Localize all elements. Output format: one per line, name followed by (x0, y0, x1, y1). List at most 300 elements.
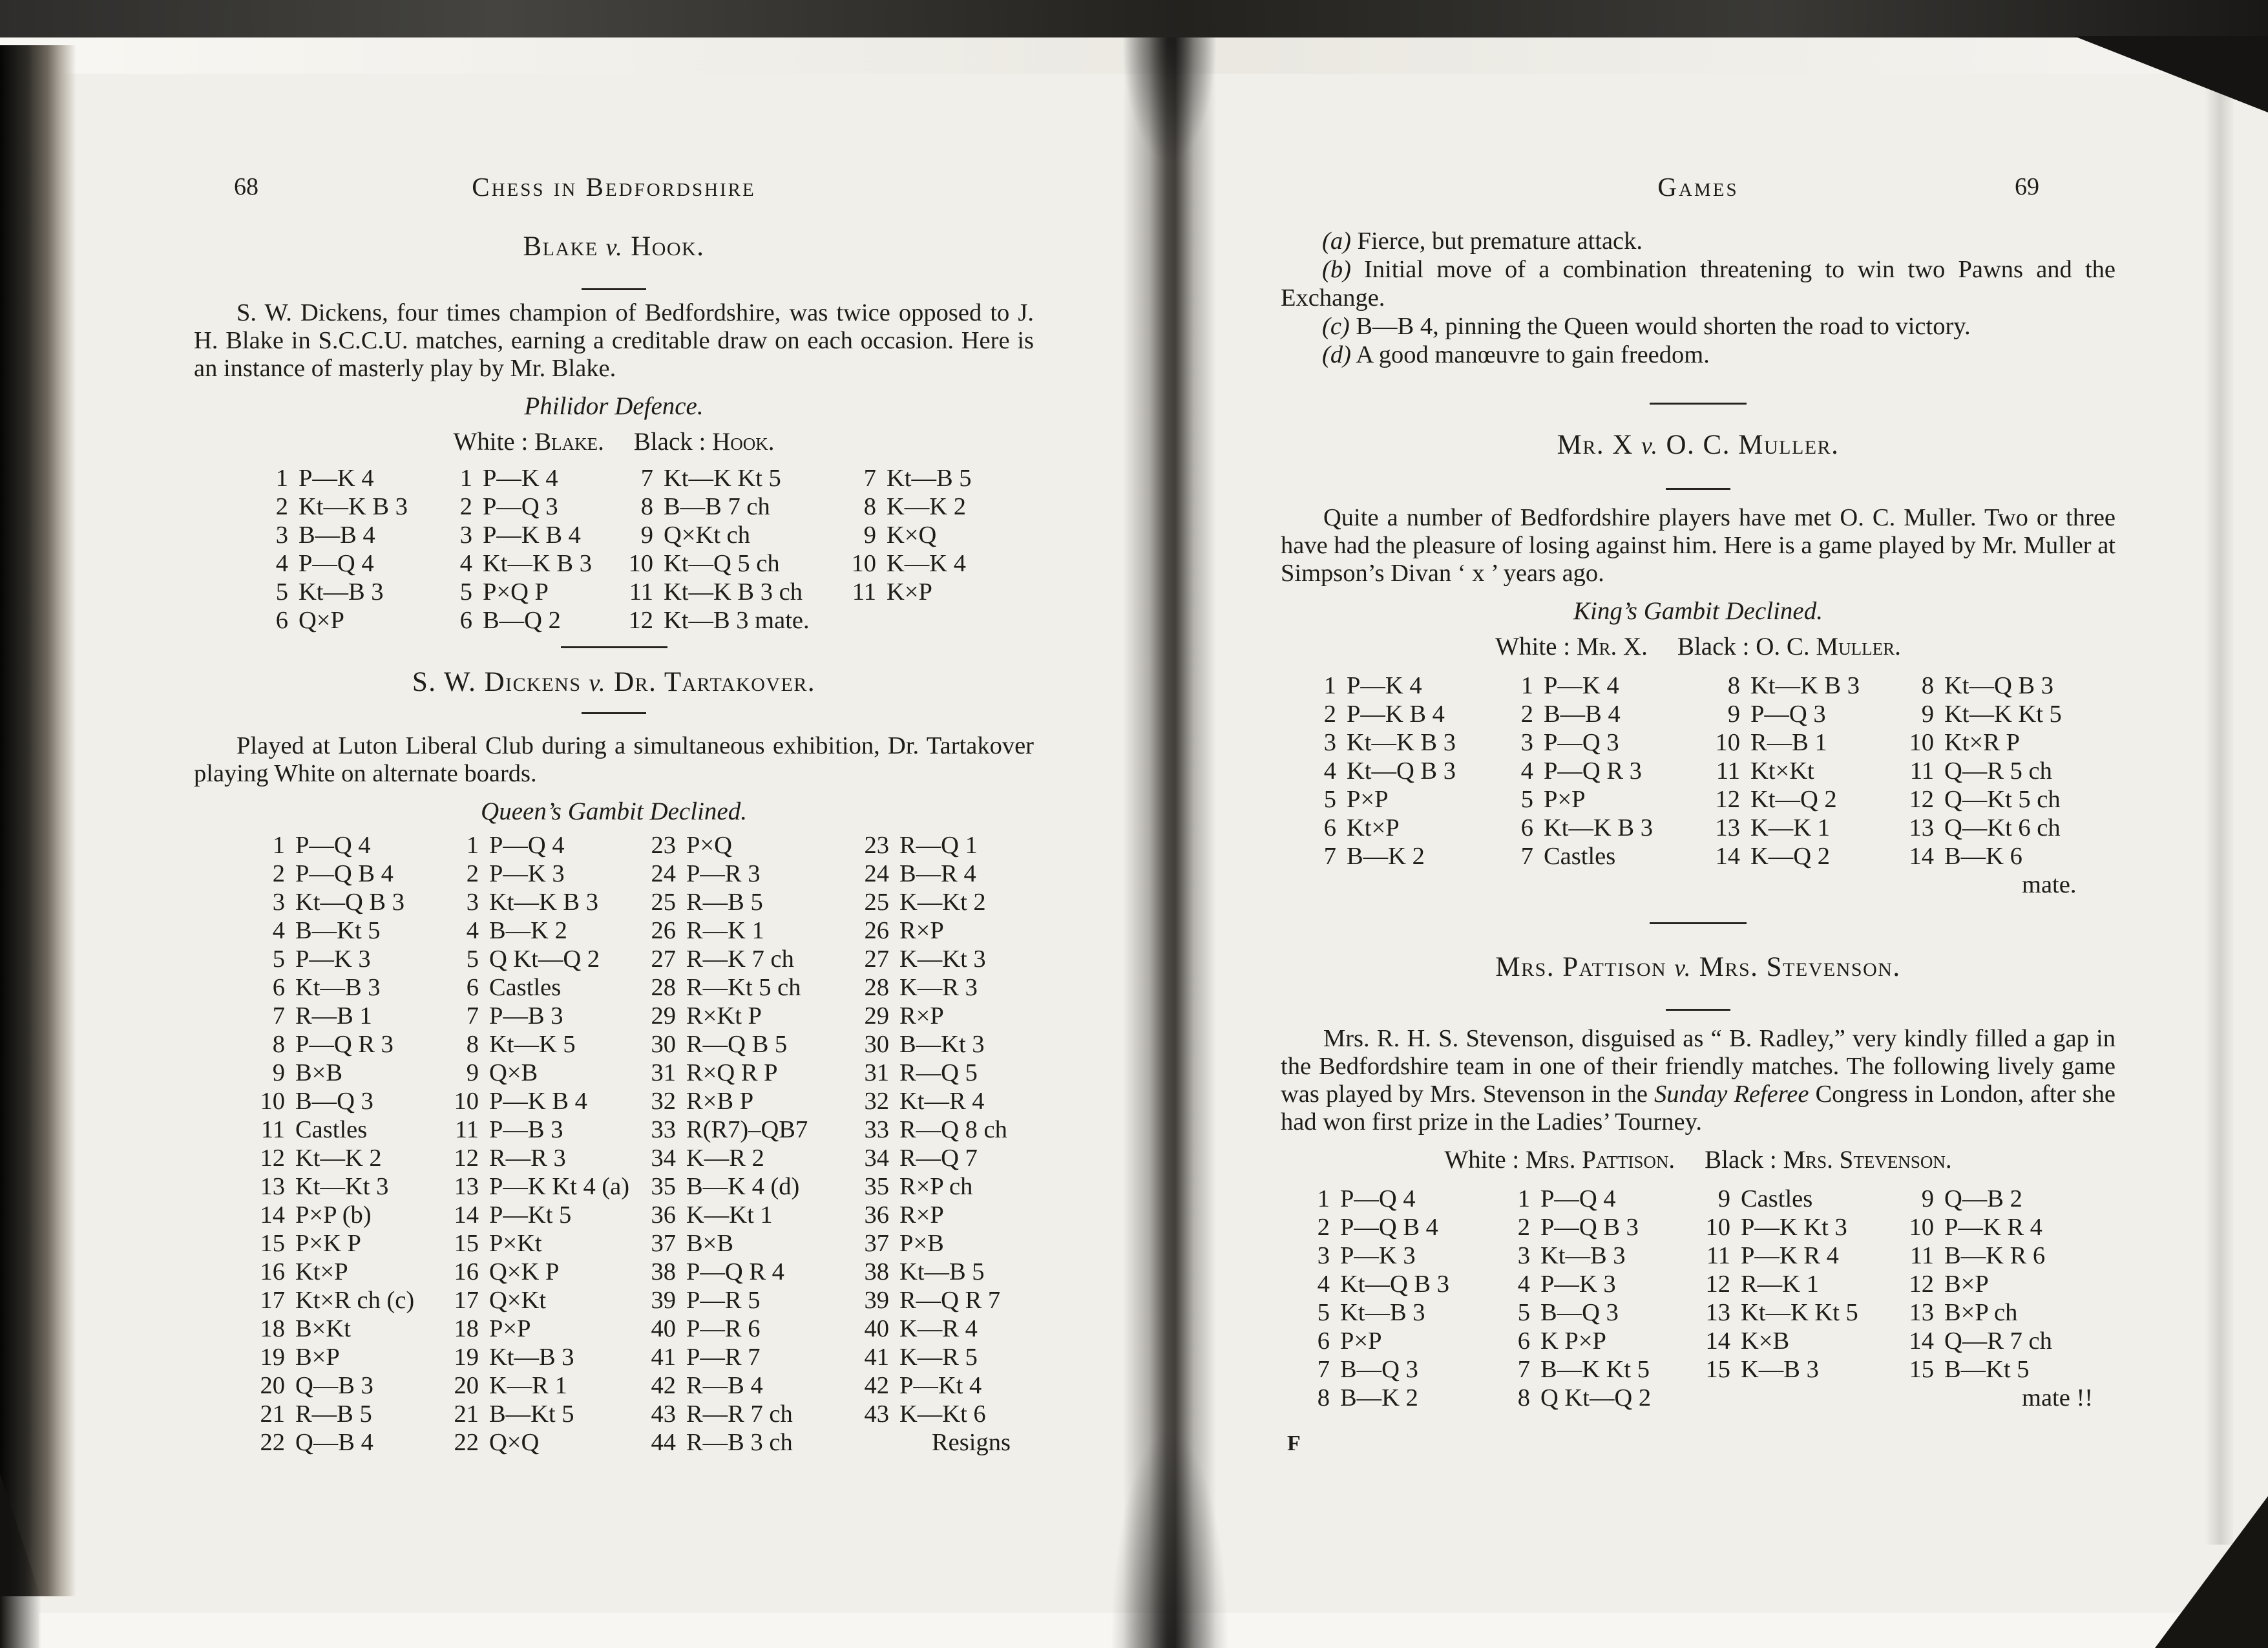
move-entry (1898, 1384, 2111, 1412)
move-text: P×P (1544, 786, 1586, 813)
move-entry (640, 831, 853, 860)
move-entry (617, 464, 840, 492)
left-page-number: 68 (234, 173, 258, 200)
move-entry (252, 578, 436, 606)
move-text: B×B (295, 1059, 343, 1086)
move-text: B×Kt (295, 1315, 351, 1342)
move-entry (1694, 1241, 1898, 1270)
move-entry (249, 1286, 443, 1315)
move-entry (443, 1286, 640, 1315)
note (1281, 341, 2116, 369)
moves-column (640, 831, 853, 1457)
move-text: P—Q R 3 (295, 1031, 394, 1058)
move-number: 5 (1520, 786, 1533, 813)
move-number: 5 (1323, 786, 1336, 813)
move-text: P—Q 3 (483, 493, 558, 520)
move-number: 23 (651, 832, 676, 859)
move-number: 9 (863, 522, 876, 549)
move-entry (443, 1343, 640, 1371)
move-number: 12 (1909, 786, 1934, 813)
move-number: 10 (454, 1088, 479, 1115)
intro-segment: Congress in London, after she had won first prize in the Ladies’ Tourney. (1281, 1081, 2116, 1136)
move-text: Q—B 3 (295, 1372, 373, 1399)
move-text: Kt—K B 3 (1750, 672, 1860, 699)
move-number: 26 (651, 917, 676, 944)
move-entry (443, 1002, 640, 1030)
move-number: 31 (864, 1059, 889, 1086)
move-text: Kt—K B 3 ch (664, 578, 803, 606)
move-entry (1494, 1270, 1694, 1298)
moves-column (1294, 1185, 1494, 1412)
move-entry (640, 945, 853, 973)
move-entry (252, 492, 436, 521)
move-entry (640, 1258, 853, 1286)
move-entry (840, 549, 1027, 578)
move-number: 16 (260, 1258, 285, 1285)
moves-column (436, 464, 617, 635)
move-entry (1497, 785, 1704, 814)
move-number: 12 (454, 1145, 479, 1172)
move-number: 8 (272, 1031, 285, 1058)
move-text: B—Kt 5 (295, 917, 381, 944)
move-entry (443, 888, 640, 916)
move-text: K—R 2 (686, 1145, 764, 1172)
game-blake-v-hook (194, 231, 1034, 635)
move-entry (853, 1002, 1047, 1030)
opening-name: Queen’s Gambit Declined. (481, 798, 747, 825)
move-text: B—B 7 ch (664, 493, 770, 520)
move-entry (249, 1371, 443, 1400)
scan-corner-top-right (2074, 36, 2268, 112)
move-entry (252, 549, 436, 578)
move-number: 3 (275, 522, 288, 549)
move-number: 11 (1706, 1242, 1730, 1269)
scan-top-dark-band (0, 0, 2268, 37)
move-text: Kt—K B 3 (1347, 729, 1456, 756)
move-text: B—R 4 (899, 860, 976, 887)
move-number: 10 (1909, 729, 1934, 756)
move-entry (1497, 757, 1704, 785)
move-number: 18 (454, 1315, 479, 1342)
move-entry (1704, 700, 1898, 728)
move-number: 14 (1909, 843, 1934, 870)
move-entry (853, 1229, 1047, 1258)
move-text: Q×P (299, 607, 344, 634)
move-entry (640, 1400, 853, 1428)
move-entry (1704, 757, 1898, 785)
white-label: White : (1444, 1146, 1520, 1174)
move-entry (1898, 814, 2111, 842)
players-line (194, 427, 1034, 456)
move-number: 24 (651, 860, 676, 887)
move-number: 2 (1323, 701, 1336, 728)
move-text: P—R 5 (686, 1287, 761, 1314)
move-entry (1294, 1355, 1494, 1384)
move-text: Q Kt—Q 2 (489, 945, 600, 973)
game-title (194, 666, 1034, 698)
note-text: A good manœuvre to gain freedom. (1356, 341, 1710, 368)
move-text: P—K 3 (489, 860, 565, 887)
move-entry (1898, 1355, 2111, 1384)
move-entry (640, 1371, 853, 1400)
move-entry (1898, 1241, 2111, 1270)
move-text: P×P (489, 1315, 531, 1342)
move-entry (640, 1286, 853, 1315)
black-player-name: O. C. Muller. (1666, 430, 1840, 460)
move-number: 7 (466, 1002, 479, 1030)
versus-label: v. (605, 234, 624, 261)
move-number: 30 (864, 1031, 889, 1058)
move-text: Kt—B 5 (887, 465, 972, 492)
black-label: Black : (1705, 1146, 1777, 1174)
move-number: 5 (272, 945, 285, 973)
move-entry (443, 860, 640, 888)
move-entry (1704, 785, 1898, 814)
move-text: Q×K P (489, 1258, 560, 1285)
move-entry (443, 831, 640, 860)
move-number: 1 (1317, 1185, 1330, 1212)
move-entry (443, 1144, 640, 1172)
page-edge-right (2205, 84, 2233, 1545)
move-text: P—K 3 (295, 945, 371, 973)
move-text: P×K P (295, 1230, 361, 1257)
move-entry (853, 888, 1047, 916)
move-number: 23 (864, 832, 889, 859)
horizontal-rule (582, 712, 646, 714)
move-text: Castles (489, 974, 562, 1001)
move-text: R—R 3 (489, 1145, 566, 1172)
move-text: B—K 2 (1340, 1384, 1418, 1411)
move-text: Kt—Kt 3 (295, 1173, 389, 1200)
move-entry (640, 1030, 853, 1059)
move-entry (252, 521, 436, 549)
move-entry (853, 1258, 1047, 1286)
move-text: Kt—K 5 (489, 1031, 576, 1058)
move-number: 28 (864, 974, 889, 1001)
black-label: Black : (1677, 633, 1750, 660)
move-text: P—Q B 4 (1340, 1214, 1438, 1241)
move-number: 3 (459, 522, 472, 549)
move-number: 22 (260, 1429, 285, 1456)
move-number: 5 (459, 578, 472, 606)
move-text: Q×Kt (489, 1287, 547, 1314)
move-entry (840, 492, 1027, 521)
black-name: O. C. Muller. (1756, 633, 1901, 660)
move-entry (1300, 785, 1497, 814)
move-entry (249, 916, 443, 945)
move-entry (249, 1144, 443, 1172)
move-text: R—Q 7 (899, 1145, 978, 1172)
move-text: Kt—Q B 3 (1347, 757, 1456, 785)
move-number: 5 (1517, 1299, 1530, 1326)
game-intro (1281, 1025, 2116, 1136)
move-number: 34 (864, 1145, 889, 1172)
move-number: 6 (1323, 814, 1336, 841)
move-entry (640, 1229, 853, 1258)
move-number: 9 (1921, 701, 1934, 728)
move-number: 20 (260, 1372, 285, 1399)
move-number: 15 (1909, 1356, 1934, 1383)
moves-column (853, 831, 1047, 1457)
moves-column (1694, 1185, 1898, 1412)
move-text: R×P (899, 1201, 944, 1229)
move-number: 8 (863, 493, 876, 520)
move-number: 5 (1317, 1299, 1330, 1326)
move-number: 1 (1323, 672, 1336, 699)
players-line (1281, 1145, 2116, 1174)
move-entry (1294, 1384, 1494, 1412)
move-text: R—Q 5 (899, 1059, 978, 1086)
note-text: B—B 4, pinning the Queen would shorten the road to victory. (1356, 313, 1971, 340)
move-entry (853, 1087, 1047, 1115)
move-text: R×Kt P (686, 1002, 762, 1030)
move-number: 9 (1727, 701, 1740, 728)
game-intro: Played at Luton Liberal Club during a simultaneous exhibition, Dr. Tartakover playing White on alternate boards. (194, 732, 1034, 787)
move-number: 25 (864, 889, 889, 916)
moves-column (1898, 1185, 2111, 1412)
move-number: 21 (454, 1400, 479, 1428)
move-number: 10 (628, 550, 653, 577)
move-text: R—K 1 (686, 917, 764, 944)
move-number: 6 (1317, 1327, 1330, 1355)
move-number: 11 (1716, 757, 1740, 785)
move-entry (640, 1059, 853, 1087)
move-entry (1300, 700, 1497, 728)
move-entry (1704, 842, 1898, 871)
note-tag: (c) (1322, 313, 1350, 340)
players-line (1281, 632, 2116, 661)
move-entry (436, 492, 617, 521)
move-text: K—Kt 1 (686, 1201, 773, 1229)
versus-label: v. (1674, 955, 1692, 982)
move-number: 16 (454, 1258, 479, 1285)
move-entry (1300, 842, 1497, 871)
move-number: 3 (466, 889, 479, 916)
move-entry (853, 1115, 1047, 1144)
move-entry (1494, 1185, 1694, 1213)
move-text: R—B 5 (686, 889, 763, 916)
move-text: P—K R 4 (1944, 1214, 2042, 1241)
move-text: Q—B 2 (1944, 1185, 2022, 1212)
move-number: 11 (454, 1116, 479, 1143)
move-text: P—R 3 (686, 860, 761, 887)
move-entry (436, 606, 617, 635)
move-text: P—Q B 3 (1540, 1214, 1639, 1241)
move-number: 9 (272, 1059, 285, 1086)
move-entry (1294, 1241, 1494, 1270)
move-text: K×B (1741, 1327, 1790, 1355)
move-text: Kt—K 2 (295, 1145, 382, 1172)
move-entry (640, 860, 853, 888)
move-text: Kt—K Kt 5 (1741, 1299, 1858, 1326)
move-entry (1694, 1270, 1898, 1298)
move-entry (443, 945, 640, 973)
move-number: 38 (864, 1258, 889, 1285)
move-number: 44 (651, 1429, 676, 1456)
move-entry (853, 945, 1047, 973)
opening-name: King’s Gambit Declined. (1573, 597, 1823, 625)
move-text: Kt—Q B 3 (295, 889, 404, 916)
move-text: B—K 6 (1944, 843, 2022, 870)
move-number: 13 (260, 1173, 285, 1200)
move-entry (1494, 1213, 1694, 1241)
move-text: K—K 2 (887, 493, 966, 520)
move-number: 10 (260, 1088, 285, 1115)
annotation-notes (1281, 227, 2116, 369)
move-text: K—K 1 (1750, 814, 1830, 841)
move-number: 34 (651, 1145, 676, 1172)
game-title (1281, 951, 2116, 983)
move-entry (249, 1229, 443, 1258)
game-title (194, 231, 1034, 262)
move-number: 14 (454, 1201, 479, 1229)
move-number: 36 (864, 1201, 889, 1229)
move-text: P×Q P (483, 578, 549, 606)
move-number: 11 (1909, 1242, 1934, 1269)
move-entry (853, 1059, 1047, 1087)
move-entry (443, 1030, 640, 1059)
move-text: Q×Q (489, 1429, 540, 1456)
move-number: 6 (1517, 1327, 1530, 1355)
move-entry (617, 606, 840, 635)
white-name: Mrs. Pattison. (1526, 1146, 1675, 1174)
move-entry (1494, 1384, 1694, 1412)
move-text: P—R 6 (686, 1315, 761, 1342)
move-text: P—K R 4 (1741, 1242, 1839, 1269)
move-text: Kt—K Kt 5 (1944, 701, 2062, 728)
move-entry (249, 1400, 443, 1428)
move-number: 35 (651, 1173, 676, 1200)
move-text: P—K Kt 4 (a) (489, 1173, 630, 1200)
move-entry (640, 1115, 853, 1144)
move-text: B×P (1944, 1271, 1989, 1298)
move-number: 27 (864, 945, 889, 973)
move-text: R—Kt 5 ch (686, 974, 801, 1001)
versus-label: v. (1641, 432, 1659, 460)
move-entry (1494, 1298, 1694, 1327)
move-entry (249, 1258, 443, 1286)
move-text: B×P ch (1944, 1299, 2018, 1326)
move-entry (853, 1371, 1047, 1400)
move-text: P—Q 4 (1540, 1185, 1616, 1212)
move-entry (1694, 1298, 1898, 1327)
move-number: 11 (1909, 757, 1934, 785)
moves-column (1497, 671, 1704, 899)
move-number: 33 (864, 1116, 889, 1143)
move-entry (249, 1201, 443, 1229)
move-entry (640, 1343, 853, 1371)
move-entry (853, 1201, 1047, 1229)
move-number: 42 (651, 1372, 676, 1399)
move-number: 39 (864, 1287, 889, 1314)
move-entry (1294, 1185, 1494, 1213)
move-text: Kt—B 3 (489, 1344, 574, 1371)
move-entry (1694, 1213, 1898, 1241)
move-number: 11 (260, 1116, 285, 1143)
game-intro: S. W. Dickens, four times champion of Bedfordshire, was twice opposed to J. H. Blake in S.C.C.U. matches, earning a creditable draw on each occasion. Here is an instance of masterly play by Mr. Blake. (194, 299, 1034, 382)
move-entry (1494, 1355, 1694, 1384)
game-dickens-v-tartakover (194, 646, 1034, 1457)
move-entry (443, 1087, 640, 1115)
move-number: 15 (260, 1230, 285, 1257)
move-number: 18 (260, 1315, 285, 1342)
move-number: 10 (1705, 1214, 1730, 1241)
move-entry (1497, 842, 1704, 871)
moves-table (1300, 671, 2116, 899)
right-running-head-title: Games (1657, 172, 1739, 202)
move-number: 13 (1909, 814, 1934, 841)
move-text: Q—R 7 ch (1944, 1327, 2052, 1355)
move-entry (617, 549, 840, 578)
move-entry (840, 521, 1027, 549)
move-number: 6 (1520, 814, 1533, 841)
move-number: 42 (864, 1372, 889, 1399)
move-number: 21 (260, 1400, 285, 1428)
move-entry (640, 1428, 853, 1457)
note-text: Fierce, but premature attack. (1357, 227, 1643, 255)
move-entry (1494, 1241, 1694, 1270)
move-text: K—Q 2 (1750, 843, 1830, 870)
move-text: P—K 3 (1540, 1271, 1616, 1298)
move-text: P—K B 4 (489, 1088, 587, 1115)
right-running-head (1281, 171, 2116, 201)
move-number: 4 (466, 917, 479, 944)
move-entry (443, 1428, 640, 1457)
move-number: 40 (651, 1315, 676, 1342)
move-text: B—K 2 (489, 917, 567, 944)
move-text: R×P ch (899, 1173, 973, 1200)
moves-column (249, 831, 443, 1457)
note (1281, 227, 2116, 255)
moves-table (1294, 1185, 2116, 1412)
move-number: 9 (640, 522, 653, 549)
move-text: K×Q (887, 522, 937, 549)
move-number: 6 (275, 607, 288, 634)
move-entry (640, 888, 853, 916)
move-text: Kt—K B 3 (483, 550, 592, 577)
move-text: P—Q B 4 (295, 860, 394, 887)
move-number: 19 (454, 1344, 479, 1371)
move-number: 2 (275, 493, 288, 520)
horizontal-rule (1650, 403, 1747, 405)
move-text: P—K 4 (1347, 672, 1422, 699)
move-number: 6 (459, 607, 472, 634)
move-number: 13 (1705, 1299, 1730, 1326)
move-entry (1898, 871, 2111, 899)
move-entry (443, 916, 640, 945)
move-number: 7 (863, 465, 876, 492)
move-entry (443, 1172, 640, 1201)
move-number: 37 (651, 1230, 676, 1257)
move-text: Kt—Q 2 (1750, 786, 1837, 813)
move-entry (853, 1286, 1047, 1315)
move-entry (853, 1400, 1047, 1428)
move-entry (252, 606, 436, 635)
move-entry (1704, 671, 1898, 700)
move-entry (1497, 814, 1704, 842)
signature-mark: F (1287, 1431, 1301, 1455)
move-text: K—K 4 (887, 550, 966, 577)
move-entry (1704, 814, 1898, 842)
move-number: 17 (260, 1287, 285, 1314)
move-text: Castles (1741, 1185, 1813, 1212)
move-number: 4 (459, 550, 472, 577)
left-running-head-title: Chess in Bedfordshire (472, 172, 756, 202)
move-entry (1294, 1213, 1494, 1241)
move-text: P—Q 4 (1340, 1185, 1416, 1212)
move-number: 40 (864, 1315, 889, 1342)
move-text: P—K 4 (483, 465, 558, 492)
